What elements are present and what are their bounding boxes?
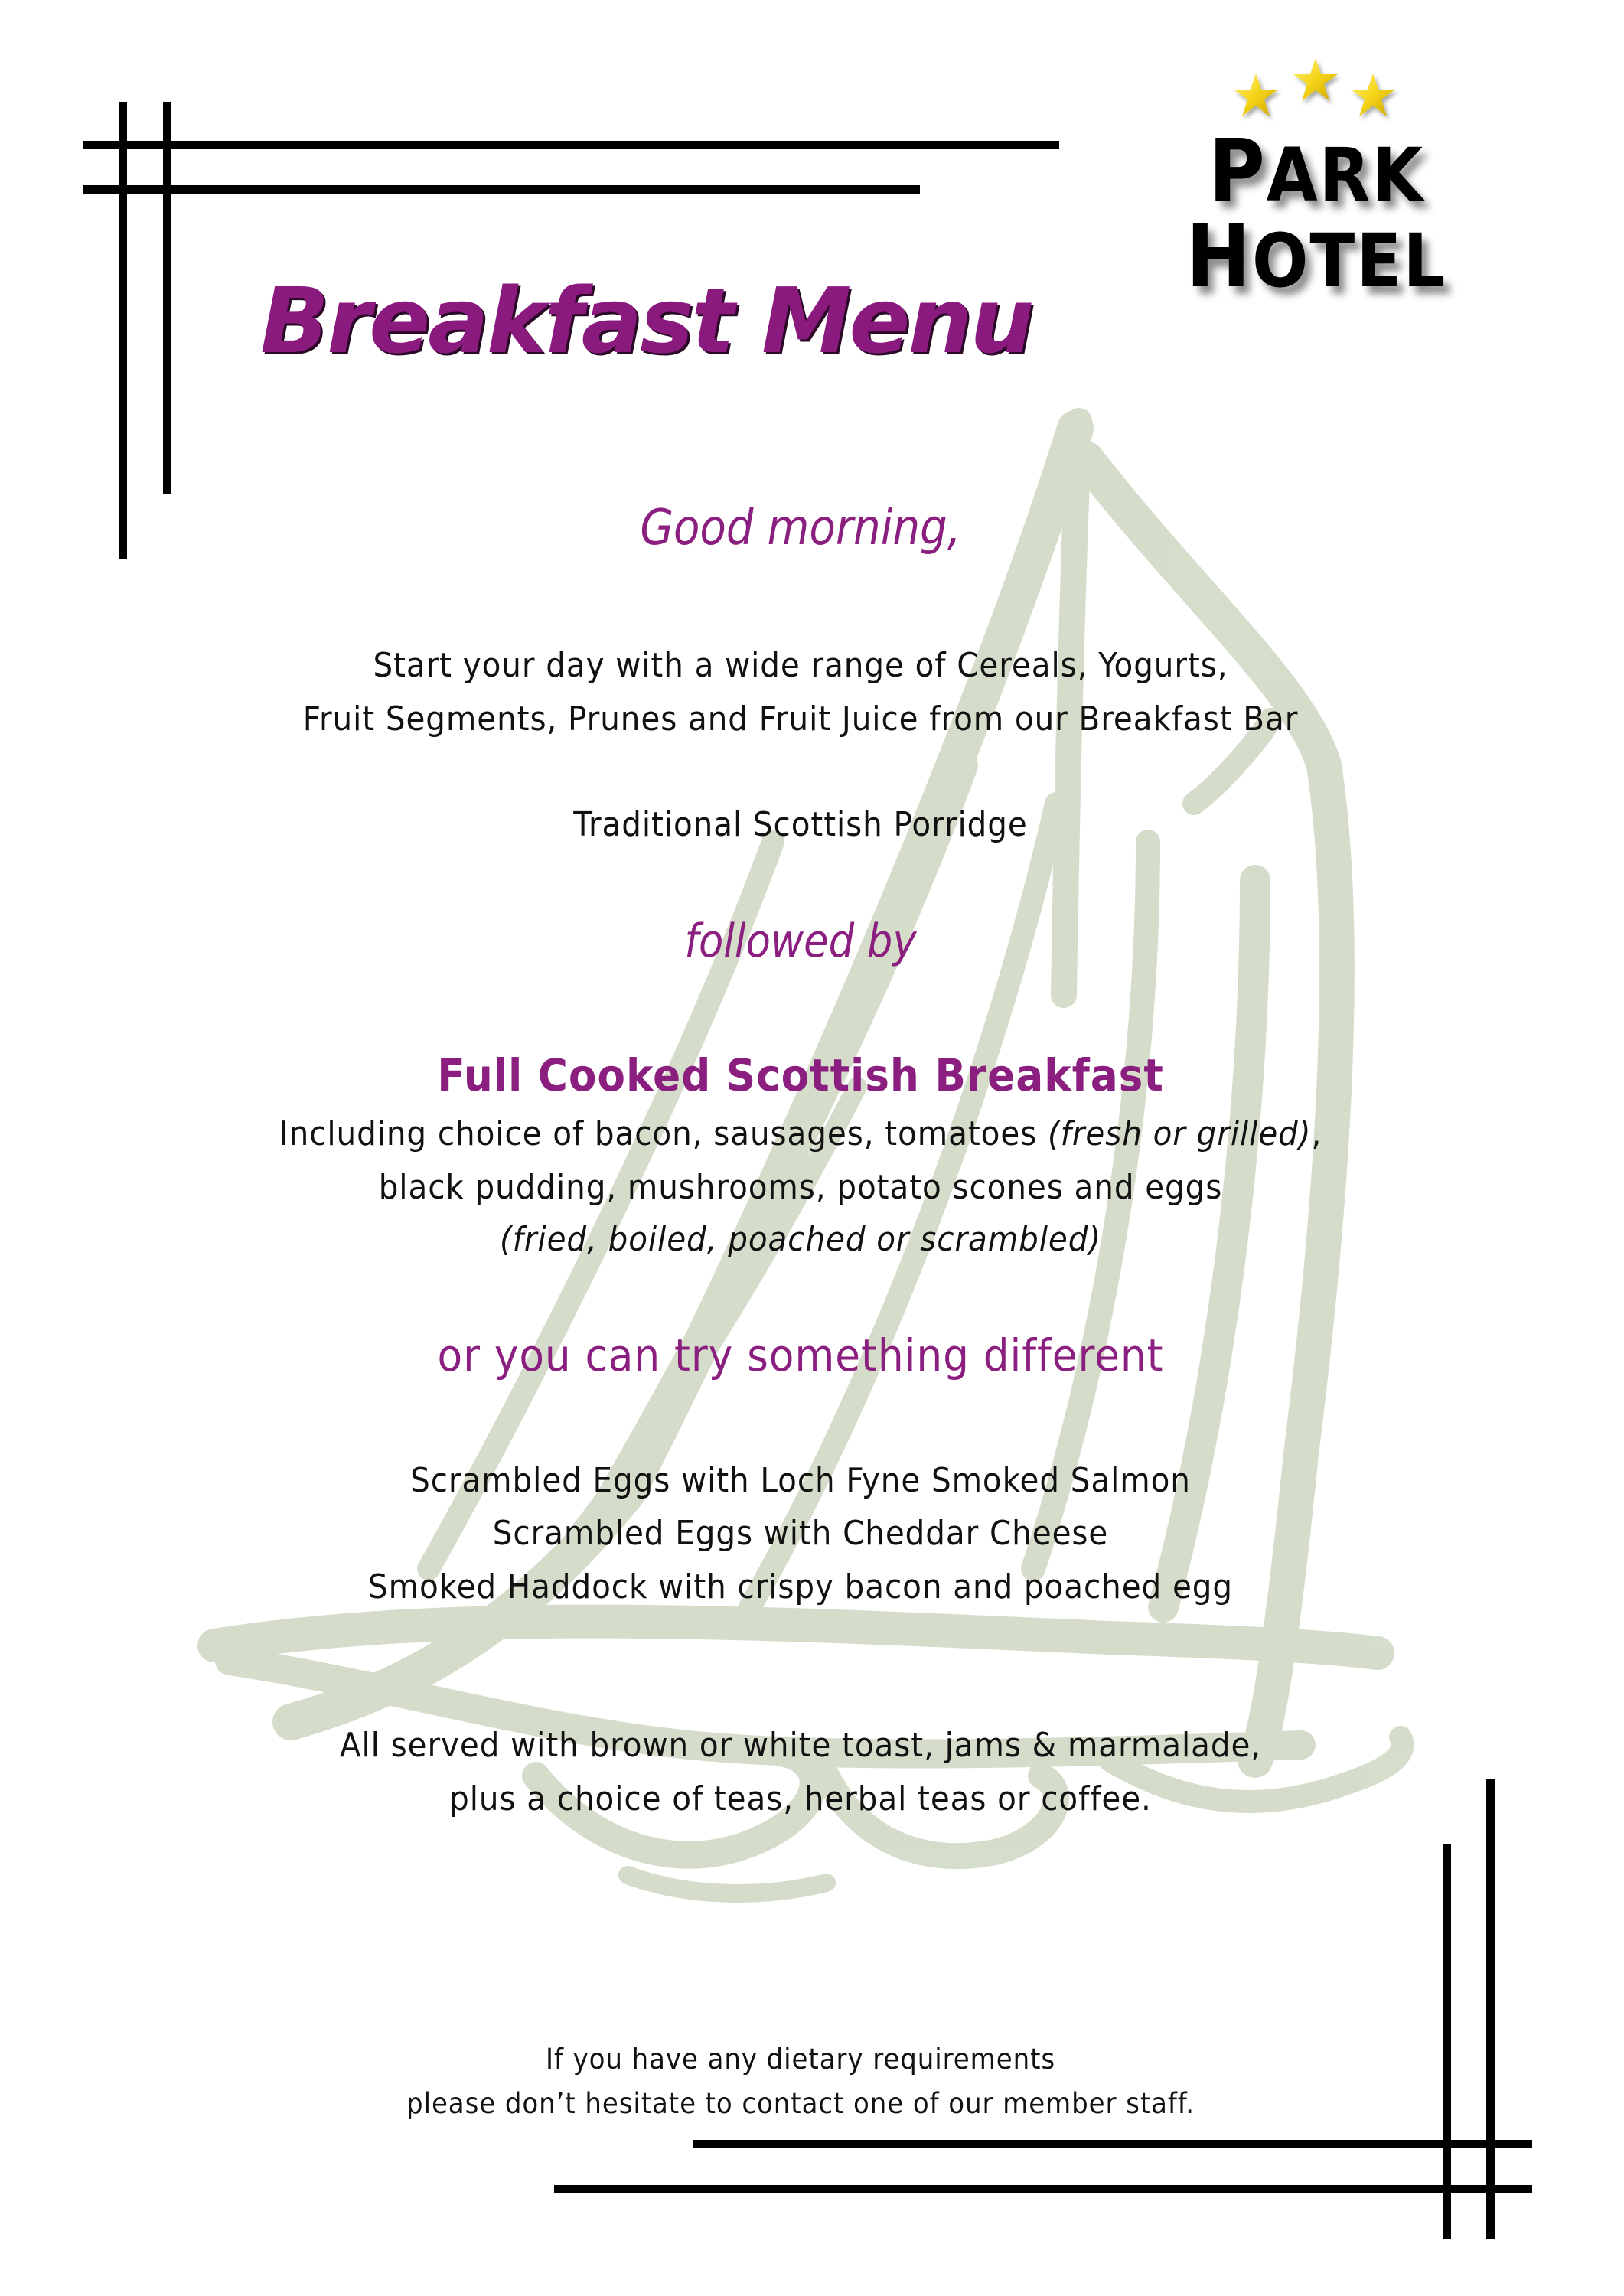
alternatives-heading: or you can try something different [437,1329,1164,1381]
intro-line-2: Fruit Segments, Prunes and Fruit Juice from our Breakfast Bar [302,700,1299,739]
hotel-name-initial: P [1208,122,1267,221]
greeting: Good morning, [640,500,961,556]
alternative-item: Smoked Haddock with crispy bacon and poached egg [367,1567,1233,1606]
followed-by-label: followed by [684,915,917,968]
footer-line-2: please don’t hesitate to contact one of our member staff. [406,2087,1195,2120]
border-line-top-2 [83,185,920,194]
footer-line-1: If you have any dietary requirements [545,2043,1056,2076]
porridge-item: Traditional Scottish Porridge [573,805,1028,844]
border-line-right-2 [1486,1779,1495,2239]
full-breakfast-line-1-end: , [1311,1114,1322,1153]
full-breakfast-line-1-main: Including choice of bacon, sausages, tomatoes [279,1114,1048,1153]
hotel-logo [1133,46,1500,307]
hotel-name-part-1: ARK [1266,132,1425,218]
served-with-line-2: plus a choice of teas, herbal teas or coffee. [449,1779,1152,1818]
border-line-bottom-1 [693,2140,1532,2148]
border-line-right-1 [1443,1844,1451,2239]
border-line-bottom-2 [554,2185,1532,2193]
full-breakfast-line-1-italic: (fresh or grilled) [1047,1114,1312,1153]
alternative-item: Scrambled Eggs with Cheddar Cheese [492,1514,1109,1553]
hotel-name-part-2: OTEL [1251,218,1447,304]
intro-line-1: Start your day with a wide range of Cereals, Yogurts, [373,646,1228,685]
border-line-top-1 [83,141,1059,149]
full-breakfast-line-3: (fried, boiled, poached or scrambled) [499,1220,1102,1259]
page-title: Breakfast Menu [260,268,1032,373]
border-line-left-1 [119,102,127,559]
alternative-item: Scrambled Eggs with Loch Fyne Smoked Salmon [410,1461,1191,1500]
three-stars-icon [1133,46,1500,130]
hotel-name [1133,122,1500,307]
served-with-line-1: All served with brown or white toast, jams & marmalade, [339,1726,1262,1765]
full-breakfast-heading: Full Cooked Scottish Breakfast [437,1049,1164,1101]
border-line-left-2 [163,102,171,494]
hotel-name-initial-h: H [1185,207,1252,307]
full-breakfast-line-1 [64,1114,1538,1153]
full-breakfast-line-2: black pudding, mushrooms, potato scones and eggs [378,1168,1223,1207]
